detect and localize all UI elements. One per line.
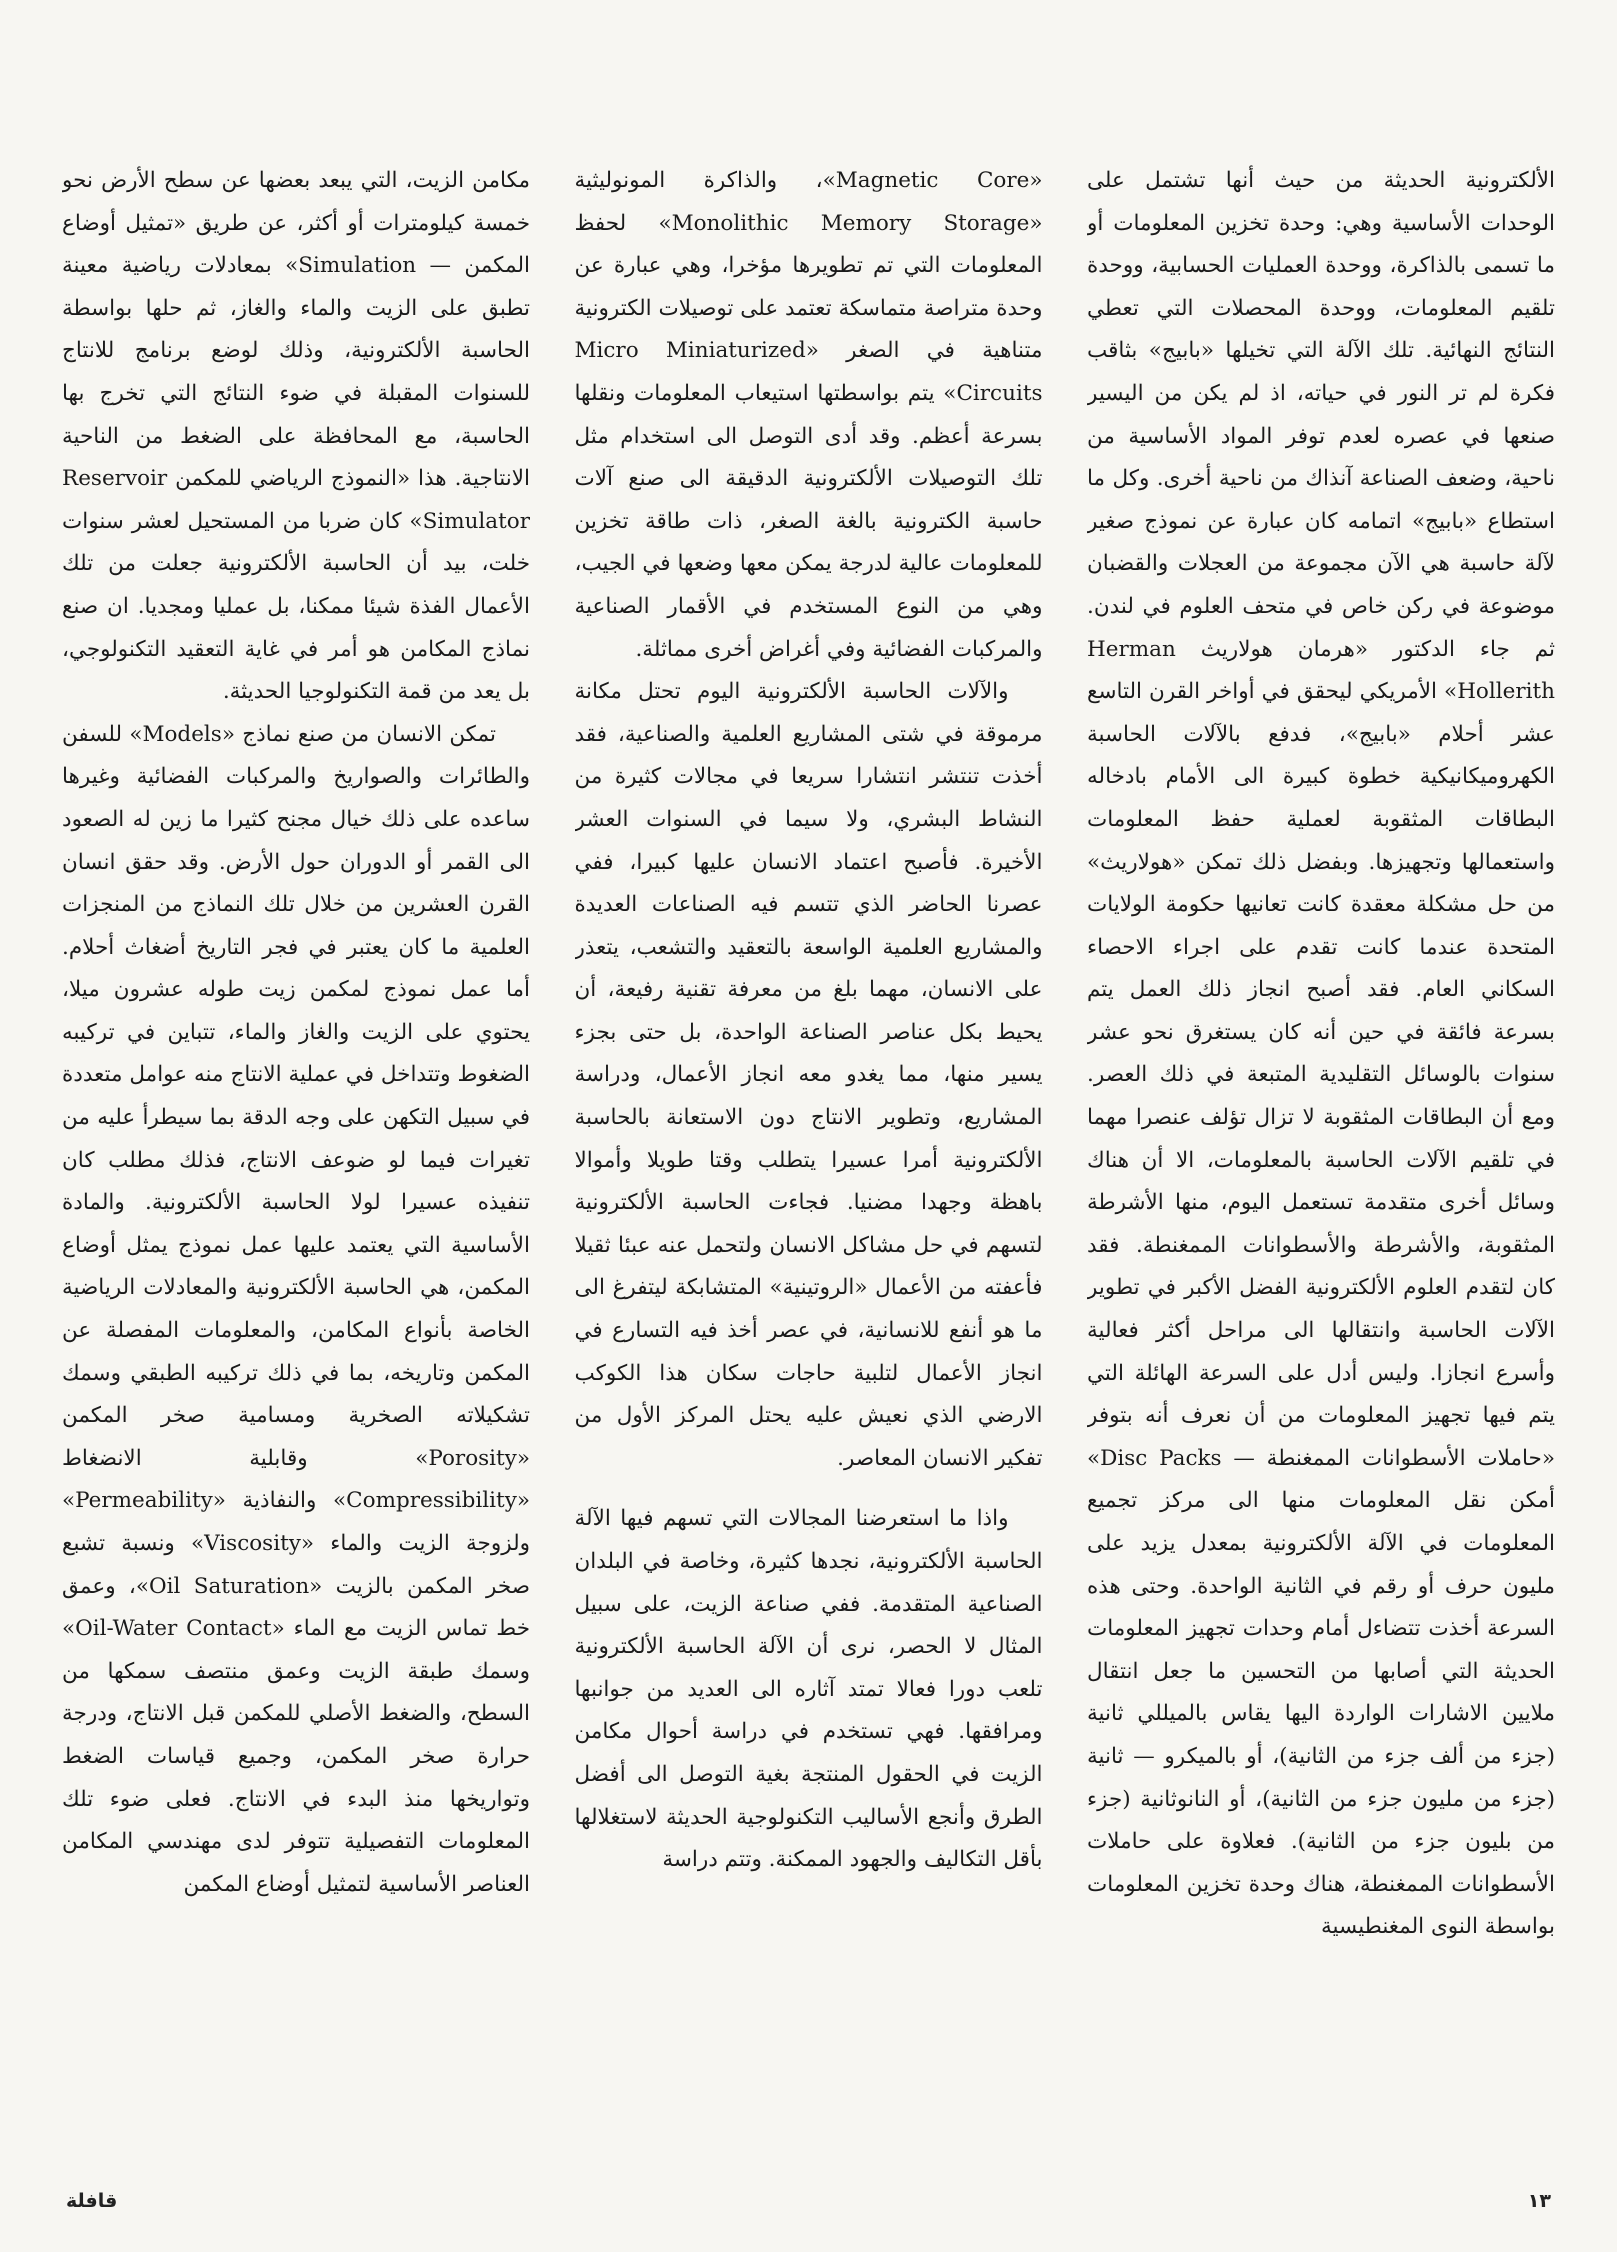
paragraph: واذا ما استعرضنا المجالات التي تسهم فيها الآلة الحاسبة الألكترونية، نجدها كثيرة، وخاصة في البلدان الصناعية المتقدمة. ففي صناعة الزيت، على سبيل المثال لا الحصر، نرى أن الآلة الحاسبة الألكترونية تلعب دورا فعالا تمتد آثاره الى العديد من جوانبها ومرافقها. فهي تستخدم في دراسة أحوال مكامن الزيت في الحقول المنتجة بغية التوصل الى أفضل الطرق وأنجع الأساليب التكنولوجية الحديثة لاستغلالها بأقل التكاليف والجهود الممكنة. وتتم دراسة [574, 1506, 1043, 1873]
paragraph: تمكن الانسان من صنع نماذج «Models» للسفن والطائرات والصواريخ والمركبات الفضائية وغيرها ساعده على ذلك خيال مجنح كثيرا ما زين له الصعود الى القمر أو الدوران حول الأرض. وقد حقق انسان القرن العشرين من خلال تلك النماذج من المنجزات العلمية ما كان يعتبر في فجر التاريخ أضغاث أحلام. أما عمل نموذج لمكمن زيت طوله عشرون ميلا، يحتوي على الزيت والغاز والماء، تتباين في تركيبه الضغوط وتتداخل في عملية الانتاج منه عوامل متعددة في سبيل التكهن على وجه الدقة بما سيطرأ عليه من تغيرات فيما لو ضوعف الانتاج، فذلك مطلب كان تنفيذه عسيرا لولا الحاسبة الألكترونية. والمادة الأساسية التي يعتمد عليها عمل نموذج يمثل أوضاع المكمن، هي الحاسبة الألكترونية والمعادلات الرياضية الخاصة بأنواع المكامن، والمعلومات المفصلة عن المكمن وتاريخه، بما في ذلك تركيبه الطبقي وسمك تشكيلاته الصخرية ومسامية صخر المكمن «Porosity» وقابلية الانضغاط «Compressibility» والنفاذية «Permeability» ولزوجة الزيت والماء «Viscosity» ونسبة تشبع صخر المكمن بالزيت «Oil Saturation»، وعمق خط تماس الزيت مع الماء «Oil-Water Contact» وسمك طبقة الزيت وعمق منتصف سمكها من السطح، والضغط الأصلي للمكمن قبل الانتاج، ودرجة حرارة صخر المكمن، وجميع قياسات الضغط وتواريخها منذ البدء في الانتاج. فعلى ضوء تلك المعلومات التفصيلية تتوفر لدى مهندسي المكامن العناصر الأساسية لتمثيل أوضاع المكمن [62, 721, 530, 1897]
paragraph: «Magnetic Core»، والذاكرة المونوليثية «Monolithic Memory Storage» لحفظ المعلومات التي تم تطويرها مؤخرا، وهي عبارة عن وحدة متراصة متماسكة تعتمد على توصيلات الكترونية متناهية في الصغر «Micro Miniaturized Circuits» يتم بواسطتها استيعاب المعلومات ونقلها بسرعة أعظم. وقد أدى التوصل الى استخدام مثل تلك التوصيلات الألكترونية الدقيقة الى صنع آلات حاسبة الكترونية بالغة الصغر، ذات طاقة تخزين للمعلومات عالية لدرجة يمكن معها وضعها في الجيب، وهي من النوع المستخدم في الأقمار الصناعية والمركبات الفضائية وفي أغراض أخرى مماثلة. [574, 168, 1043, 662]
magazine-name: قافلة [66, 2190, 118, 2212]
column-middle [575, 160, 1043, 2115]
paragraph: الألكترونية الحديثة من حيث أنها تشتمل على الوحدات الأساسية وهي: وحدة تخزين المعلومات أو ما تسمى بالذاكرة، ووحدة العمليات الحسابية، ووحدة تلقيم المعلومات، ووحدة المحصلات التي تعطي النتائج النهائية. تلك الآلة التي تخيلها «بابيج» بثاقب فكرة لم تر النور في حياته، اذ لم يكن من اليسير صنعها في عصره لعدم توفر المواد الأساسية من ناحية، وضعف الصناعة آنذاك من ناحية أخرى. وكل ما استطاع «بابيج» اتمامه كان عبارة عن نموذج صغير لآلة حاسبة هي الآن مجموعة من العجلات والقضبان موضوعة في ركن خاص في متحف العلوم في لندن. ثم جاء الدكتور «هرمان هولاريث Herman Hollerith» الأمريكي ليحقق في أواخر القرن التاسع عشر أحلام «بابيج»، فدفع بالآلات الحاسبة الكهروميكانيكية خطوة كبيرة الى الأمام بادخاله البطاقات المثقوبة لعملية حفظ المعلومات واستعمالها وتجهيزها. وبفضل ذلك تمكن «هولاريث» من حل مشكلة معقدة كانت تعانيها حكومة الولايات المتحدة عندما كانت تقدم على اجراء الاحصاء السكاني العام. فقد أصبح انجاز ذلك العمل يتم بسرعة فائقة في حين أنه كان يستغرق نحو عشر سنوات بالوسائل التقليدية المتبعة في ذلك العصر. ومع أن البطاقات المثقوبة لا تزال تؤلف عنصرا مهما في تلقيم الآلات الحاسبة بالمعلومات، الا أن هناك وسائل أخرى متقدمة تستعمل اليوم، منها الأشرطة المثقوبة، والأشرطة والأسطوانات الممغنطة. فقد كان لتقدم العلوم الألكترونية الفضل الأكبر في تطوير الآلات الحاسبة وانتقالها الى مراحل أكثر فعالية وأسرع انجازا. وليس أدل على السرعة الهائلة التي يتم فيها تجهيز المعلومات من أن نعرف أنه بتوفر «حاملات الأسطوانات الممغنطة — Disc Packs» أمكن نقل المعلومات منها الى مركز تجميع المعلومات في الآلة الألكترونية بمعدل يزيد على مليون حرف أو رقم في الثانية الواحدة. وحتى هذه السرعة أخذت تتضاءل أمام وحدات تجهيز المعلومات الحديثة التي أصابها من التحسين ما جعل انتقال ملايين الاشارات الواردة اليها يقاس بالميللي ثانية (جزء من ألف جزء من الثانية)، أو بالميكرو — ثانية (جزء من مليون جزء من الثانية)، أو النانوثانية (جزء من بليون جزء من الثانية). فعلاوة على حاملات الأسطوانات الممغنطة، هناك وحدة تخزين المعلومات بواسطة النوى المغنطيسية [1087, 168, 1555, 1940]
column-right [1087, 160, 1555, 2115]
column-left [62, 160, 530, 2115]
paragraph: والآلات الحاسبة الألكترونية اليوم تحتل مكانة مرموقة في شتى المشاريع العلمية والصناعية، فقد أخذت تنتشر انتشارا سريعا في مجالات كثيرة من النشاط البشري، ولا سيما في السنوات العشر الأخيرة. فأصبح اعتماد الانسان عليها كبيرا، ففي عصرنا الحاضر الذي تتسم فيه الصناعات العديدة والمشاريع العلمية الواسعة بالتعقيد والتشعب، يتعذر على الانسان، مهما بلغ من معرفة تقنية رفيعة، أن يحيط بكل عناصر الصناعة الواحدة، بل حتى بجزء يسير منها، مما يغدو معه انجاز الأعمال، ودراسة المشاريع، وتطوير الانتاج دون الاستعانة بالحاسبة الألكترونية أمرا عسيرا يتطلب وقتا طويلا وأموالا باهظة وجهدا مضنيا. فجاءت الحاسبة الألكترونية لتسهم في حل مشاكل الانسان ولتحمل عنه عبئا ثقيلا فأعفته من الأعمال «الروتينية» المتشابكة ليتفرغ الى ما هو أنفع للانسانية، في عصر أخذ فيه التسارع في انجاز الأعمال لتلبية حاجات سكان هذا الكوكب الارضي الذي نعيش عليه يحتل المركز الأول من تفكير الانسان المعاصر. [574, 679, 1043, 1471]
paragraph: مكامن الزيت، التي يبعد بعضها عن سطح الأرض نحو خمسة كيلومترات أو أكثر، عن طريق «تمثيل أوضاع المكمن — Simulation» بمعادلات رياضية معينة تطبق على الزيت والماء والغاز، ثم حلها بواسطة الحاسبة الألكترونية، وذلك لوضع برنامج للانتاج للسنوات المقبلة في ضوء النتائج التي تخرج بها الحاسبة، مع المحافظة على الضغط من الناحية الانتاجية. هذا «النموذج الرياضي للمكمن Reservoir Simulator» كان ضربا من المستحيل لعشر سنوات خلت، بيد أن الحاسبة الألكترونية جعلت من تلك الأعمال الفذة شيئا ممكنا، بل عمليا ومجديا. ان صنع نماذج المكامن هو أمر في غاية التعقيد التكنولوجي، بل يعد من قمة التكنولوجيا الحديثة. [62, 168, 530, 705]
article-columns [62, 160, 1555, 2115]
page-number: ١٣ [1527, 2190, 1551, 2212]
